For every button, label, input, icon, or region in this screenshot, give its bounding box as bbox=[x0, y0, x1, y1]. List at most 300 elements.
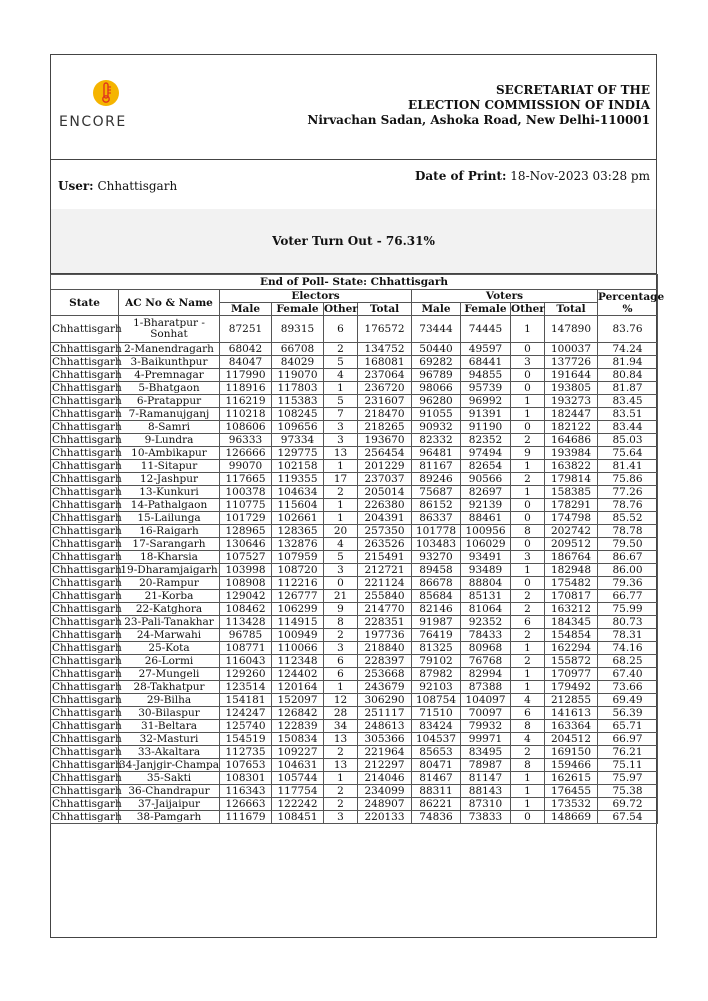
cell-voters-male: 74836 bbox=[412, 811, 461, 824]
cell-electors-female: 117803 bbox=[272, 382, 324, 395]
cell-state: Chhattisgarh bbox=[52, 772, 122, 784]
cell-state: Chhattisgarh bbox=[52, 655, 122, 667]
cell-state: Chhattisgarh bbox=[52, 499, 122, 511]
cell-electors-female: 126842 bbox=[272, 707, 324, 720]
cell-state: Chhattisgarh bbox=[52, 356, 122, 368]
cell-ac-name: 29-Bilha bbox=[119, 694, 220, 707]
cell-voters-total: 162294 bbox=[545, 642, 598, 655]
cell-voters-female: 93489 bbox=[461, 564, 511, 577]
cell-electors-male: 113428 bbox=[220, 616, 272, 629]
cell-electors-female: 108245 bbox=[272, 408, 324, 421]
cell-electors-male: 103998 bbox=[220, 564, 272, 577]
cell-state: Chhattisgarh bbox=[52, 551, 122, 563]
cell-electors-total: 212721 bbox=[358, 564, 412, 577]
cell-voters-total: 193273 bbox=[545, 395, 598, 408]
cell-electors-female: 110066 bbox=[272, 642, 324, 655]
cell-electors-male: 117990 bbox=[220, 369, 272, 382]
cell-electors-other: 28 bbox=[324, 707, 358, 720]
cell-voters-other: 1 bbox=[511, 668, 545, 681]
cell-electors-other: 2 bbox=[324, 785, 358, 798]
cell-electors-other: 5 bbox=[324, 395, 358, 408]
cell-electors-total: 212297 bbox=[358, 759, 412, 772]
cell-voters-total: 182122 bbox=[545, 421, 598, 434]
cell-state: Chhattisgarh bbox=[52, 798, 122, 810]
cell-electors-total: 236720 bbox=[358, 382, 412, 395]
cell-state: Chhattisgarh bbox=[52, 577, 122, 589]
voter-turnout-title: Voter Turn Out - 76.31% bbox=[272, 234, 435, 248]
cell-voters-other: 2 bbox=[511, 434, 545, 447]
cell-voters-total: 176455 bbox=[545, 785, 598, 798]
cell-electors-total: 221124 bbox=[358, 577, 412, 590]
cell-ac-name: 26-Lormi bbox=[119, 655, 220, 668]
cell-electors-male: 112735 bbox=[220, 746, 272, 759]
cell-voters-other: 8 bbox=[511, 525, 545, 538]
cell-electors-total: 251117 bbox=[358, 707, 412, 720]
cell-electors-male: 101729 bbox=[220, 512, 272, 525]
cell-percentage: 78.78 bbox=[598, 525, 658, 538]
cell-voters-male: 90932 bbox=[412, 421, 461, 434]
cell-electors-male: 96785 bbox=[220, 629, 272, 642]
cell-percentage: 69.72 bbox=[598, 798, 658, 811]
cell-ac-name: 5-Bhatgaon bbox=[119, 382, 220, 395]
cell-state: Chhattisgarh bbox=[52, 603, 122, 615]
cell-voters-female: 96992 bbox=[461, 395, 511, 408]
cell-voters-male: 96789 bbox=[412, 369, 461, 382]
cell-electors-male: 126666 bbox=[220, 447, 272, 460]
table-row bbox=[51, 733, 658, 746]
cell-electors-total: 255840 bbox=[358, 590, 412, 603]
cell-voters-total: 193805 bbox=[545, 382, 598, 395]
cell-electors-total: 214046 bbox=[358, 772, 412, 785]
cell-percentage: 69.49 bbox=[598, 694, 658, 707]
cell-voters-female: 91190 bbox=[461, 421, 511, 434]
cell-electors-total: 218265 bbox=[358, 421, 412, 434]
cell-voters-total: 191644 bbox=[545, 369, 598, 382]
cell-voters-total: 154854 bbox=[545, 629, 598, 642]
cell-electors-other: 1 bbox=[324, 681, 358, 694]
cell-electors-female: 108451 bbox=[272, 811, 324, 824]
cell-voters-male: 73444 bbox=[412, 316, 461, 343]
user-value: Chhattisgarh bbox=[97, 179, 178, 193]
secretariat-line-3: Nirvachan Sadan, Ashoka Road, New Delhi-110001 bbox=[307, 113, 650, 127]
cell-voters-female: 68441 bbox=[461, 356, 511, 369]
cell-electors-male: 116043 bbox=[220, 655, 272, 668]
cell-state: Chhattisgarh bbox=[52, 811, 122, 823]
cell-state: Chhattisgarh bbox=[52, 668, 122, 680]
cell-ac-name: 33-Akaltara bbox=[119, 746, 220, 759]
cell-electors-total: 248907 bbox=[358, 798, 412, 811]
cell-electors-male: 108606 bbox=[220, 421, 272, 434]
cell-percentage: 56.39 bbox=[598, 707, 658, 720]
encore-logo bbox=[59, 77, 149, 137]
cell-state: Chhattisgarh bbox=[52, 525, 122, 537]
title-bar bbox=[51, 209, 656, 274]
cell-electors-other: 12 bbox=[324, 694, 358, 707]
cell-voters-total: 174798 bbox=[545, 512, 598, 525]
col-header-ac: AC No & Name bbox=[119, 290, 220, 316]
group-header-electors: Electors bbox=[220, 290, 412, 303]
cell-electors-male: 96333 bbox=[220, 434, 272, 447]
cell-voters-female: 97494 bbox=[461, 447, 511, 460]
cell-ac-name: 18-Kharsia bbox=[119, 551, 220, 564]
cell-percentage: 66.97 bbox=[598, 733, 658, 746]
cell-electors-male: 130646 bbox=[220, 538, 272, 551]
cell-voters-male: 82146 bbox=[412, 603, 461, 616]
cell-ac-name: 4-Premnagar bbox=[119, 369, 220, 382]
cell-ac-name: 36-Chandrapur bbox=[119, 785, 220, 798]
cell-electors-total: 201229 bbox=[358, 460, 412, 473]
cell-voters-other: 0 bbox=[511, 512, 545, 525]
table-row bbox=[51, 512, 658, 525]
cell-electors-other: 7 bbox=[324, 408, 358, 421]
cell-electors-other: 1 bbox=[324, 460, 358, 473]
cell-electors-other: 1 bbox=[324, 382, 358, 395]
group-header-voters: Voters bbox=[412, 290, 598, 303]
cell-electors-male: 117665 bbox=[220, 473, 272, 486]
cell-electors-total: 134752 bbox=[358, 343, 412, 356]
cell-voters-female: 100956 bbox=[461, 525, 511, 538]
cell-electors-female: 66708 bbox=[272, 343, 324, 356]
cell-electors-other: 3 bbox=[324, 421, 358, 434]
cell-electors-female: 132876 bbox=[272, 538, 324, 551]
cell-voters-other: 0 bbox=[511, 538, 545, 551]
cell-electors-female: 124402 bbox=[272, 668, 324, 681]
cell-voters-male: 91055 bbox=[412, 408, 461, 421]
cell-voters-female: 87388 bbox=[461, 681, 511, 694]
cell-electors-other: 34 bbox=[324, 720, 358, 733]
cell-electors-total: 215491 bbox=[358, 551, 412, 564]
cell-voters-total: 147890 bbox=[545, 316, 598, 343]
col-header-electors-other: Other bbox=[324, 303, 358, 315]
cell-electors-female: 109656 bbox=[272, 421, 324, 434]
cell-voters-female: 92139 bbox=[461, 499, 511, 512]
cell-percentage: 79.50 bbox=[598, 538, 658, 551]
cell-voters-female: 106029 bbox=[461, 538, 511, 551]
cell-ac-name: 1-Bharatpur - Sonhat bbox=[119, 316, 220, 343]
table-row bbox=[51, 772, 658, 785]
cell-electors-female: 97334 bbox=[272, 434, 324, 447]
cell-percentage: 79.36 bbox=[598, 577, 658, 590]
cell-electors-female: 84029 bbox=[272, 356, 324, 369]
cell-percentage: 66.77 bbox=[598, 590, 658, 603]
cell-electors-female: 109227 bbox=[272, 746, 324, 759]
cell-voters-male: 103483 bbox=[412, 538, 461, 551]
cell-percentage: 86.67 bbox=[598, 551, 658, 564]
table-row bbox=[51, 707, 658, 720]
cell-ac-name: 8-Samri bbox=[119, 421, 220, 434]
cell-percentage: 75.38 bbox=[598, 785, 658, 798]
cell-state: Chhattisgarh bbox=[52, 720, 122, 732]
cell-voters-other: 0 bbox=[511, 343, 545, 356]
cell-state: Chhattisgarh bbox=[52, 486, 122, 498]
cell-electors-total: 248613 bbox=[358, 720, 412, 733]
cell-state: Chhattisgarh bbox=[52, 629, 122, 641]
cell-electors-male: 154519 bbox=[220, 733, 272, 746]
cell-percentage: 73.66 bbox=[598, 681, 658, 694]
cell-electors-male: 129042 bbox=[220, 590, 272, 603]
cell-voters-total: 182948 bbox=[545, 564, 598, 577]
cell-voters-male: 81467 bbox=[412, 772, 461, 785]
report-frame bbox=[50, 54, 665, 938]
cell-state: Chhattisgarh bbox=[52, 538, 122, 550]
cell-voters-total: 173532 bbox=[545, 798, 598, 811]
table-row bbox=[51, 798, 658, 811]
col-header-electors-female: Female bbox=[272, 303, 324, 316]
cell-percentage: 83.45 bbox=[598, 395, 658, 408]
cell-voters-total: 137726 bbox=[545, 356, 598, 369]
cell-ac-name: 12-Jashpur bbox=[119, 473, 220, 486]
cell-voters-female: 88804 bbox=[461, 577, 511, 590]
cell-voters-female: 85131 bbox=[461, 590, 511, 603]
cell-voters-male: 81167 bbox=[412, 460, 461, 473]
cell-voters-total: 163212 bbox=[545, 603, 598, 616]
secretariat-address bbox=[307, 83, 650, 128]
table-row bbox=[51, 382, 658, 395]
cell-electors-female: 89315 bbox=[272, 316, 324, 343]
cell-electors-female: 128365 bbox=[272, 525, 324, 538]
cell-voters-other: 1 bbox=[511, 772, 545, 785]
cell-electors-female: 119070 bbox=[272, 369, 324, 382]
cell-percentage: 80.73 bbox=[598, 616, 658, 629]
cell-percentage: 80.84 bbox=[598, 369, 658, 382]
table-row bbox=[51, 616, 658, 629]
cell-ac-name: 25-Kota bbox=[119, 642, 220, 655]
cell-voters-total: 193984 bbox=[545, 447, 598, 460]
cell-electors-female: 102158 bbox=[272, 460, 324, 473]
cell-electors-male: 116343 bbox=[220, 785, 272, 798]
cell-ac-name: 28-Takhatpur bbox=[119, 681, 220, 694]
cell-ac-name: 19-Dharamjaigarh bbox=[120, 564, 218, 576]
table-row bbox=[51, 590, 658, 603]
cell-voters-female: 104097 bbox=[461, 694, 511, 707]
cell-ac-name: 23-Pali-Tanakhar bbox=[119, 616, 220, 629]
cell-ac-name: 31-Beltara bbox=[119, 720, 220, 733]
cell-electors-male: 125740 bbox=[220, 720, 272, 733]
table-row bbox=[51, 369, 658, 382]
table-row bbox=[51, 577, 658, 590]
cell-voters-total: 170817 bbox=[545, 590, 598, 603]
cell-state: Chhattisgarh bbox=[52, 408, 122, 420]
table-row bbox=[51, 694, 658, 707]
table-row bbox=[51, 785, 658, 798]
col-header-voters-total: Total bbox=[545, 303, 598, 316]
cell-voters-other: 1 bbox=[511, 486, 545, 499]
cell-voters-male: 85653 bbox=[412, 746, 461, 759]
col-header-voters-other: Other bbox=[511, 303, 545, 315]
table-row bbox=[51, 668, 658, 681]
cell-percentage: 67.40 bbox=[598, 668, 658, 681]
table-row bbox=[51, 408, 658, 421]
cell-voters-male: 92103 bbox=[412, 681, 461, 694]
cell-voters-other: 2 bbox=[511, 603, 545, 616]
cell-electors-female: 129775 bbox=[272, 447, 324, 460]
cell-electors-other: 2 bbox=[324, 343, 358, 356]
cell-electors-other: 13 bbox=[324, 447, 358, 460]
cell-voters-male: 79102 bbox=[412, 655, 461, 668]
cell-voters-other: 0 bbox=[511, 811, 545, 824]
cell-voters-male: 86337 bbox=[412, 512, 461, 525]
table-row bbox=[51, 603, 658, 616]
table-row bbox=[51, 499, 658, 512]
table-row bbox=[51, 473, 658, 486]
col-header-voters-female: Female bbox=[461, 303, 511, 316]
cell-percentage: 74.16 bbox=[598, 642, 658, 655]
cell-voters-other: 0 bbox=[511, 382, 545, 395]
cell-electors-other: 1 bbox=[324, 499, 358, 512]
cell-ac-name: 10-Ambikapur bbox=[119, 447, 220, 460]
cell-electors-total: 220133 bbox=[358, 811, 412, 824]
cell-voters-other: 1 bbox=[511, 681, 545, 694]
cell-voters-other: 2 bbox=[511, 473, 545, 486]
cell-percentage: 68.25 bbox=[598, 655, 658, 668]
cell-electors-female: 150834 bbox=[272, 733, 324, 746]
cell-state: Chhattisgarh bbox=[52, 694, 122, 706]
cell-voters-female: 92352 bbox=[461, 616, 511, 629]
cell-voters-other: 1 bbox=[511, 395, 545, 408]
cell-percentage: 81.41 bbox=[598, 460, 658, 473]
cell-ac-name: 20-Rampur bbox=[119, 577, 220, 590]
cell-voters-total: 170977 bbox=[545, 668, 598, 681]
cell-electors-other: 20 bbox=[324, 525, 358, 538]
cell-ac-name: 24-Marwahi bbox=[119, 629, 220, 642]
cell-voters-female: 79932 bbox=[461, 720, 511, 733]
table-row bbox=[51, 551, 658, 564]
cell-voters-total: 141613 bbox=[545, 707, 598, 720]
cell-percentage: 83.76 bbox=[598, 316, 658, 343]
cell-electors-other: 3 bbox=[324, 434, 358, 447]
cell-voters-total: 100037 bbox=[545, 343, 598, 356]
secretariat-line-2: ELECTION COMMISSION OF INDIA bbox=[408, 98, 650, 112]
cell-electors-other: 3 bbox=[324, 642, 358, 655]
cell-electors-female: 104631 bbox=[272, 759, 324, 772]
cell-electors-male: 87251 bbox=[220, 316, 272, 343]
cell-voters-male: 82332 bbox=[412, 434, 461, 447]
cell-voters-other: 1 bbox=[511, 460, 545, 473]
cell-ac-name: 9-Lundra bbox=[119, 434, 220, 447]
cell-voters-total: 184345 bbox=[545, 616, 598, 629]
cell-voters-female: 91391 bbox=[461, 408, 511, 421]
cell-percentage: 85.03 bbox=[598, 434, 658, 447]
cell-percentage: 78.31 bbox=[598, 629, 658, 642]
cell-electors-male: 124247 bbox=[220, 707, 272, 720]
cell-electors-female: 117754 bbox=[272, 785, 324, 798]
cell-electors-total: 237064 bbox=[358, 369, 412, 382]
cell-electors-female: 102661 bbox=[272, 512, 324, 525]
cell-voters-male: 93270 bbox=[412, 551, 461, 564]
cell-electors-female: 122242 bbox=[272, 798, 324, 811]
cell-voters-male: 50440 bbox=[412, 343, 461, 356]
cell-electors-other: 2 bbox=[324, 486, 358, 499]
cell-voters-total: 179814 bbox=[545, 473, 598, 486]
cell-voters-total: 204512 bbox=[545, 733, 598, 746]
cell-voters-total: 169150 bbox=[545, 746, 598, 759]
cell-percentage: 75.97 bbox=[598, 772, 658, 785]
cell-electors-total: 234099 bbox=[358, 785, 412, 798]
cell-electors-other: 6 bbox=[324, 316, 358, 343]
cell-electors-other: 2 bbox=[324, 746, 358, 759]
cell-voters-male: 98066 bbox=[412, 382, 461, 395]
cell-percentage: 81.94 bbox=[598, 356, 658, 369]
table-row bbox=[51, 681, 658, 694]
cell-electors-total: 305366 bbox=[358, 733, 412, 746]
table-row bbox=[51, 564, 658, 577]
cell-voters-male: 76419 bbox=[412, 629, 461, 642]
cell-voters-total: 175482 bbox=[545, 577, 598, 590]
cell-electors-male: 107527 bbox=[220, 551, 272, 564]
cell-electors-female: 108720 bbox=[272, 564, 324, 577]
table-body bbox=[51, 316, 658, 824]
cell-electors-total: 256454 bbox=[358, 447, 412, 460]
cell-percentage: 75.11 bbox=[598, 759, 658, 772]
print-date-value: 18-Nov-2023 03:28 pm bbox=[510, 169, 650, 183]
cell-electors-total: 257350 bbox=[358, 525, 412, 538]
cell-electors-other: 1 bbox=[324, 772, 358, 785]
cell-state: Chhattisgarh bbox=[52, 681, 122, 693]
cell-electors-male: 116219 bbox=[220, 395, 272, 408]
cell-voters-other: 2 bbox=[511, 655, 545, 668]
cell-electors-total: 263526 bbox=[358, 538, 412, 551]
cell-voters-female: 88461 bbox=[461, 512, 511, 525]
cell-ac-name: 16-Raigarh bbox=[119, 525, 220, 538]
thermometer-logo-icon bbox=[92, 79, 120, 107]
table-row bbox=[51, 447, 658, 460]
cell-electors-total: 204391 bbox=[358, 512, 412, 525]
cell-voters-male: 86152 bbox=[412, 499, 461, 512]
cell-electors-other: 3 bbox=[324, 564, 358, 577]
cell-electors-total: 218840 bbox=[358, 642, 412, 655]
cell-voters-male: 88311 bbox=[412, 785, 461, 798]
cell-electors-male: 107653 bbox=[220, 759, 272, 772]
cell-voters-male: 81325 bbox=[412, 642, 461, 655]
cell-electors-other: 4 bbox=[324, 369, 358, 382]
cell-electors-male: 108462 bbox=[220, 603, 272, 616]
col-header-electors-male: Male bbox=[220, 303, 272, 316]
print-date bbox=[415, 169, 650, 183]
cell-ac-name: 7-Ramanujganj bbox=[119, 408, 220, 421]
cell-voters-other: 0 bbox=[511, 421, 545, 434]
cell-electors-total: 253668 bbox=[358, 668, 412, 681]
cell-electors-other: 6 bbox=[324, 668, 358, 681]
cell-state: Chhattisgarh bbox=[52, 733, 122, 745]
cell-percentage: 75.99 bbox=[598, 603, 658, 616]
cell-voters-total: 212855 bbox=[545, 694, 598, 707]
cell-electors-other: 5 bbox=[324, 356, 358, 369]
cell-percentage: 83.44 bbox=[598, 421, 658, 434]
user-info bbox=[58, 179, 177, 193]
cell-voters-other: 0 bbox=[511, 499, 545, 512]
cell-voters-male: 91987 bbox=[412, 616, 461, 629]
cell-electors-female: 112348 bbox=[272, 655, 324, 668]
cell-voters-female: 82654 bbox=[461, 460, 511, 473]
cell-ac-name: 2-Manendragarh bbox=[119, 343, 220, 356]
cell-voters-total: 158385 bbox=[545, 486, 598, 499]
cell-voters-other: 3 bbox=[511, 551, 545, 564]
logo-wordmark: ENCORE bbox=[59, 114, 127, 130]
cell-electors-female: 126777 bbox=[272, 590, 324, 603]
cell-electors-male: 68042 bbox=[220, 343, 272, 356]
cell-voters-other: 2 bbox=[511, 590, 545, 603]
cell-voters-total: 159466 bbox=[545, 759, 598, 772]
secretariat-line-1: SECRETARIAT OF THE bbox=[496, 83, 650, 97]
cell-voters-other: 8 bbox=[511, 759, 545, 772]
cell-electors-total: 237037 bbox=[358, 473, 412, 486]
cell-voters-other: 1 bbox=[511, 564, 545, 577]
cell-ac-name: 15-Lailunga bbox=[119, 512, 220, 525]
cell-electors-other: 17 bbox=[324, 473, 358, 486]
cell-voters-female: 95739 bbox=[461, 382, 511, 395]
cell-voters-male: 86678 bbox=[412, 577, 461, 590]
table-row bbox=[51, 746, 658, 759]
